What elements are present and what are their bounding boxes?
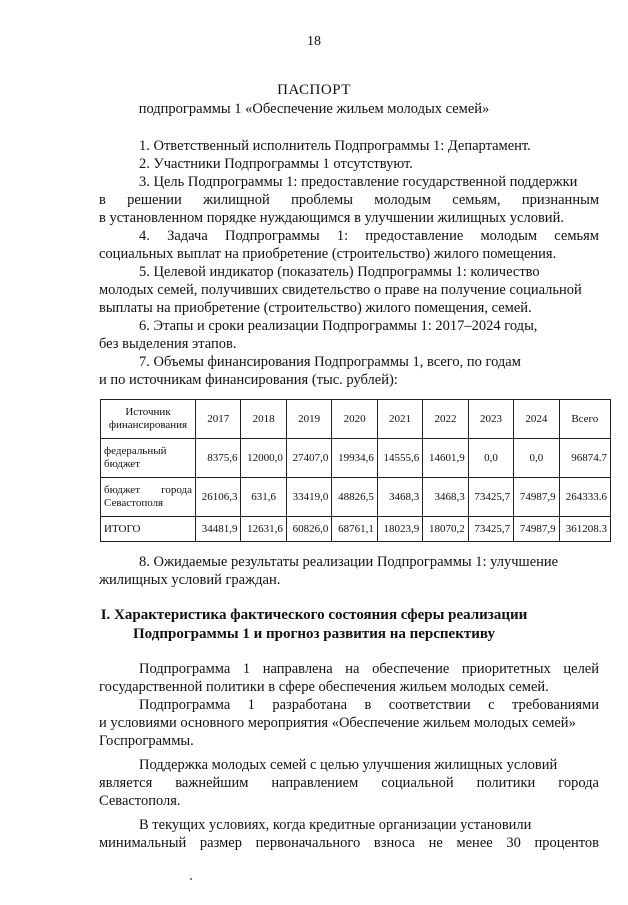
- table-cell: 74987,9: [514, 478, 559, 517]
- item-5-line-3: выплаты на приобретение (строительство) жилого помещения, семей.: [99, 300, 532, 316]
- table-header-2024: 2024: [514, 400, 559, 439]
- table-header-2019: 2019: [286, 400, 331, 439]
- table-header-2023: 2023: [468, 400, 513, 439]
- table-row: [101, 478, 611, 517]
- table-cell: 33419,0: [286, 478, 331, 517]
- body-p2-line-3: Госпрограммы.: [99, 733, 194, 749]
- table-cell-total: 361208.3: [559, 517, 610, 542]
- table-cell: 0,0: [514, 439, 559, 478]
- table-cell: 3468,3: [423, 478, 468, 517]
- passport-title: ПАСПОРТ: [277, 82, 351, 98]
- item-4-line-1: 4. Задача Подпрограммы 1: предоставление молодым семьям: [139, 228, 599, 244]
- table-cell: 8375,6: [196, 439, 241, 478]
- table-cell: 73425,7: [468, 478, 513, 517]
- table-header-2020: 2020: [332, 400, 377, 439]
- table-cell: 18023,9: [377, 517, 422, 542]
- table-cell: 12000,0: [241, 439, 286, 478]
- section-heading-line-1: I. Характеристика фактического состояния сферы реализации: [100, 607, 528, 623]
- table-cell: 631,6: [241, 478, 286, 517]
- table-cell: 3468,3: [377, 478, 422, 517]
- table-cell: 48826,5: [332, 478, 377, 517]
- item-1: 1. Ответственный исполнитель Подпрограммы 1: Департамент.: [139, 138, 531, 154]
- item-4-line-2: социальных выплат на приобретение (строительство) жилого помещения.: [99, 246, 557, 262]
- table-cell: 19934,6: [332, 439, 377, 478]
- body-p3-line-1: Поддержка молодых семей с целью улучшения жилищных условий: [139, 757, 558, 773]
- table-header-2022: 2022: [423, 400, 468, 439]
- table-cell: 60826,0: [286, 517, 331, 542]
- body-p3-line-2: является важнейшим направлением социальной политики города: [99, 775, 599, 791]
- table-header-source: Источник финансирования: [101, 400, 196, 439]
- passport-items: [99, 137, 599, 389]
- item-3-line-3: в установленном порядке нуждающимся в улучшении жилищных условий.: [99, 210, 564, 226]
- item-7-line-2: и по источникам финансирования (тыс. рублей):: [99, 372, 398, 388]
- table-cell: 14555,6: [377, 439, 422, 478]
- item-8-line-1: 8. Ожидаемые результаты реализации Подпрограммы 1: улучшение: [139, 554, 559, 570]
- table-cell: 34481,9: [196, 517, 241, 542]
- table-header-total: Всего: [559, 400, 610, 439]
- item-8: [99, 553, 599, 589]
- item-5-line-2: молодых семей, получивших свидетельство о праве на получение социальной: [99, 282, 582, 298]
- item-5-line-1: 5. Целевой индикатор (показатель) Подпрограммы 1: количество: [139, 264, 540, 280]
- table-cell-source: ИТОГО: [101, 517, 196, 542]
- item-6-line-2: без выделения этапов.: [99, 336, 237, 352]
- table-cell: 14601,9: [423, 439, 468, 478]
- table-row: [101, 439, 611, 478]
- body-p1-line-2: государственной политики в сфере обеспечения жильем молодых семей.: [99, 679, 549, 695]
- table-row-total: [101, 517, 611, 542]
- body-p2-line-2: и условиями основного мероприятия «Обеспечение жильем молодых семей»: [99, 715, 576, 731]
- body-p4-line-2: минимальный размер первоначального взноса не менее 30 процентов: [99, 835, 599, 851]
- financing-table: [100, 399, 611, 542]
- item-8-line-2: жилищных условий граждан.: [99, 572, 281, 588]
- table-cell: 18070,2: [423, 517, 468, 542]
- table-cell: 68761,1: [332, 517, 377, 542]
- table-cell-total: 264333.6: [559, 478, 610, 517]
- body-p4-line-1: В текущих условиях, когда кредитные организации установили: [139, 817, 532, 833]
- item-3-line-1: 3. Цель Подпрограммы 1: предоставление государственной поддержки: [139, 174, 578, 190]
- passport-subtitle: подпрограммы 1 «Обеспечение жильем молодых семей»: [138, 101, 490, 117]
- section-heading-line-2: Подпрограммы 1 и прогноз развития на перспективу: [133, 626, 495, 642]
- table-cell: 0,0: [468, 439, 513, 478]
- section-heading: [0, 606, 628, 644]
- table-cell: 26106,3: [196, 478, 241, 517]
- table-cell-source: бюджет города Севастополя: [101, 478, 196, 517]
- page-number: 18: [307, 34, 321, 49]
- item-7-line-1: 7. Объемы финансирования Подпрограммы 1, всего, по годам: [139, 354, 521, 370]
- table-header-2017: 2017: [196, 400, 241, 439]
- section-body: [99, 660, 599, 852]
- table-header-2021: 2021: [377, 400, 422, 439]
- body-p3-line-3: Севастополя.: [99, 793, 181, 809]
- scan-dot: [190, 878, 192, 880]
- item-6-line-1: 6. Этапы и сроки реализации Подпрограммы 1: 2017–2024 годы,: [139, 318, 538, 334]
- table-cell-total: 96874.7: [559, 439, 610, 478]
- table-header-row: [101, 400, 611, 439]
- table-cell: 73425,7: [468, 517, 513, 542]
- table-cell: 74987,9: [514, 517, 559, 542]
- table-cell: 27407,0: [286, 439, 331, 478]
- table-header-2018: 2018: [241, 400, 286, 439]
- item-3-line-2: в решении жилищной проблемы молодым семьям, признанным: [99, 192, 599, 208]
- body-p2-line-1: Подпрограмма 1 разработана в соответствии с требованиями: [139, 697, 599, 713]
- item-2: 2. Участники Подпрограммы 1 отсутствуют.: [139, 156, 413, 172]
- table-cell: 12631,6: [241, 517, 286, 542]
- table-cell-source: федеральный бюджет: [101, 439, 196, 478]
- body-p1-line-1: Подпрограмма 1 направлена на обеспечение приоритетных целей: [139, 661, 599, 677]
